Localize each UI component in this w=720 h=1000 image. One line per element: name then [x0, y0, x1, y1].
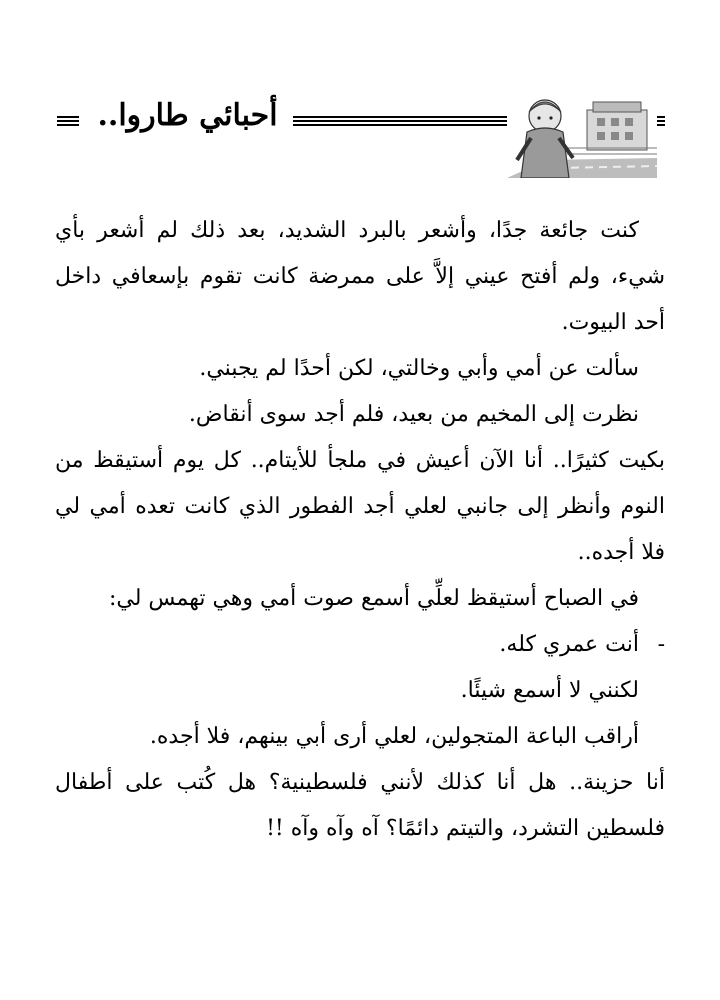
dialogue-text: أنت عمري كله. — [499, 632, 639, 657]
paragraph: لكنني لا أسمع شيئًا. — [460, 678, 639, 703]
paragraph: كنت جائعة جدًا، وأشعر بالبرد الشديد، بعد ذلك لم أشعر بأي شيء، ولم أفتح عيني إلاَّ على ممرضة كانت تقوم بإسعافي داخل أحد البيوت. — [55, 218, 665, 335]
paragraph: بكيت كثيرًا.. أنا الآن أعيش في ملجأ للأيتام.. كل يوم أستيقظ من النوم وأنظر إلى جانبي لعلي أجد الفطور الذي كانت تعده أمي لي فلا أجده.. — [55, 448, 665, 565]
decorative-rule-left — [57, 116, 79, 128]
chapter-title: أحبائي طاروا.. — [97, 98, 278, 133]
paragraph: في الصباح أستيقظ لعلِّي أسمع صوت أمي وهي تهمس لي: — [108, 586, 639, 611]
girl-illustration — [507, 88, 657, 178]
chapter-header — [55, 88, 665, 178]
paragraph: أنا حزينة.. هل أنا كذلك لأنني فلسطينية؟ هل كُتب على أطفال فلسطين التشرد، والتيتم دائمًا؟ آه وآه وآه !! — [55, 770, 665, 841]
paragraph: أراقب الباعة المتجولين، لعلي أرى أبي بينهم، فلا أجده. — [149, 724, 639, 749]
dialogue-dash: - — [657, 632, 665, 657]
dialogue-line — [55, 622, 665, 668]
paragraph: نظرت إلى المخيم من بعيد، فلم أجد سوى أنقاض. — [188, 402, 639, 427]
story-text — [55, 208, 665, 852]
paragraph: سألت عن أمي وأبي وخالتي، لكن أحدًا لم يجبني. — [199, 356, 639, 381]
